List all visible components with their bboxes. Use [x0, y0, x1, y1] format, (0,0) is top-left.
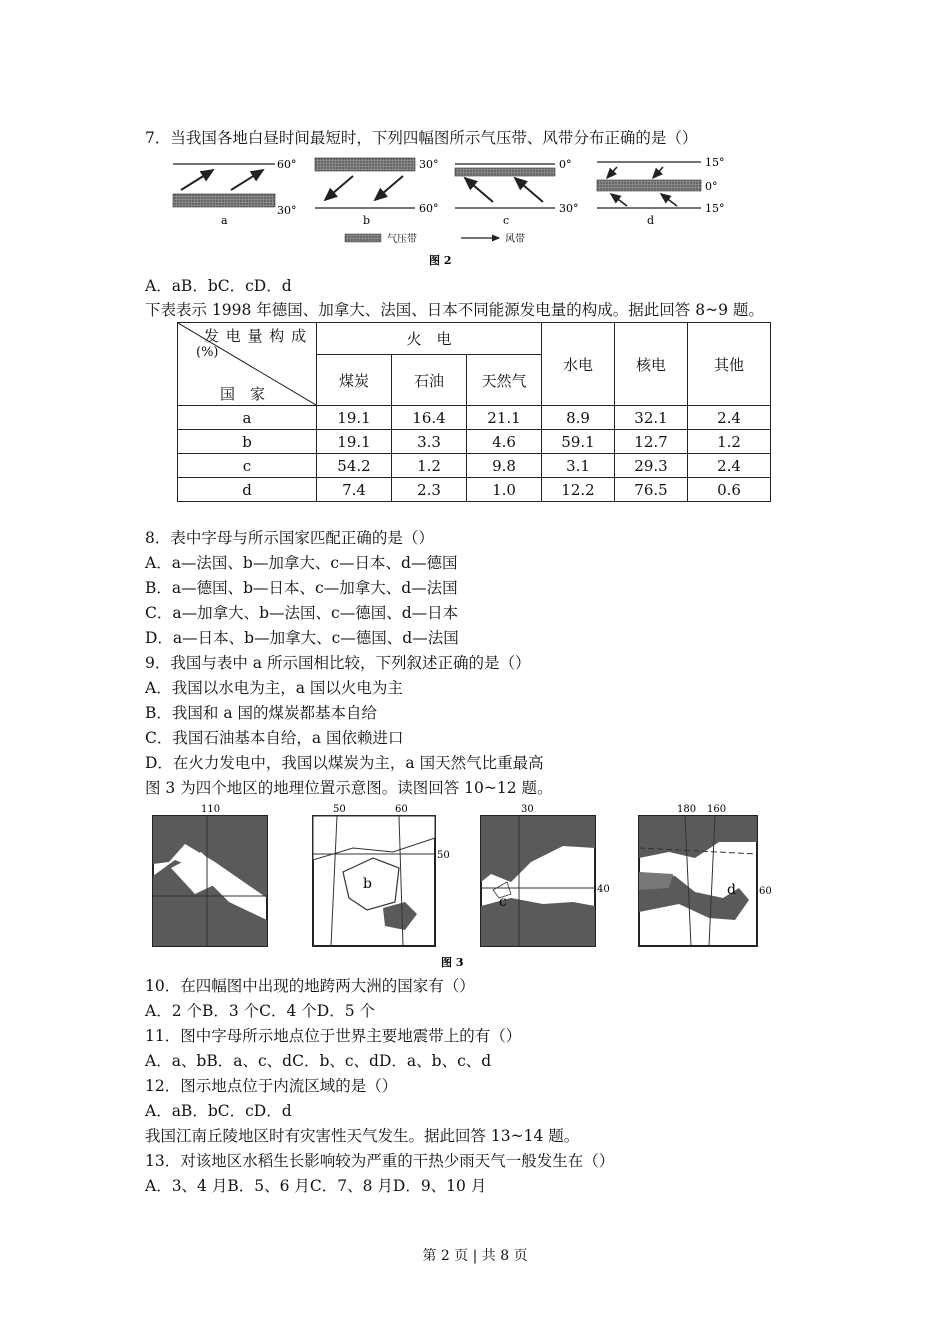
table-cell: 59.1	[542, 430, 615, 454]
table-cell: 3.3	[392, 430, 467, 454]
q13-options: A．3、4 月B．5、6 月C．7、8 月D．9、10 月	[145, 1177, 487, 1195]
fig3-m4-lat: 60	[759, 886, 772, 897]
q10-options: A．2 个B．3 个C．4 个D．5 个	[145, 1002, 376, 1020]
table-row	[178, 406, 771, 430]
q8-option-b: B．a—德国、b—日本、c—加拿大、d—法国	[145, 579, 458, 597]
fig2-c-top-lat: 0°	[559, 158, 572, 171]
fig2-caption: 图 2	[429, 254, 452, 267]
fig3-map-1	[153, 804, 267, 946]
q8-option-a: A．a—法国、b—加拿大、c—日本、d—德国	[145, 554, 458, 572]
table-cell: 9.8	[467, 454, 542, 478]
table-header-oil: 石油	[392, 355, 467, 406]
table-cell: 19.1	[317, 406, 392, 430]
figure-3	[145, 802, 775, 972]
table-row	[178, 478, 771, 502]
table-row-country: a	[178, 406, 317, 430]
fig3-m2-lat: 50	[437, 850, 450, 861]
q9-option-c: C．我国石油基本自给，a 国依赖进口	[145, 729, 404, 747]
q8-stem: 8．表中字母与所示国家匹配正确的是（）	[145, 529, 434, 547]
fig2-b-bottom-lat: 60°	[419, 202, 439, 215]
table-header-thermal: 火 电	[317, 323, 542, 355]
table-cell: 3.1	[542, 454, 615, 478]
table-header-coal: 煤炭	[317, 355, 392, 406]
energy-table	[177, 322, 771, 502]
fig3-m4-lon1: 180	[677, 804, 697, 815]
fig3-m2-lon1: 50	[333, 804, 346, 815]
table-corner-unit: (%)	[196, 345, 219, 360]
table-cell: 76.5	[615, 478, 688, 502]
table-header-gas: 天然气	[467, 355, 542, 406]
fig2-panel-c	[455, 158, 579, 227]
fig2-a-top-lat: 60°	[277, 158, 297, 171]
table-cell: 32.1	[615, 406, 688, 430]
table-cell: 2.4	[688, 406, 771, 430]
fig3-m3-lon: 30	[521, 804, 534, 815]
q12-stem: 12．图示地点位于内流区域的是（）	[145, 1077, 398, 1095]
table-cell: 1.0	[467, 478, 542, 502]
fig2-d-bottom-lat: 15°	[705, 202, 725, 215]
fig3-m2-lon2: 60	[395, 804, 408, 815]
fig2-legend-pressure: 气压带	[387, 234, 417, 245]
q9-stem: 9．我国与表中 a 所示国相比较，下列叙述正确的是（）	[145, 654, 531, 672]
table-header-hydro: 水电	[542, 323, 615, 406]
fig3-m2-point: b	[363, 876, 372, 892]
table-intro: 下表表示 1998 年德国、加拿大、法国、日本不同能源发电量的构成。据此回答 8~9 题。	[145, 301, 764, 319]
fig3-intro: 图 3 为四个地区的地理位置示意图。读图回答 10~12 题。	[145, 779, 553, 797]
fig3-m1-lon: 110	[201, 804, 221, 815]
fig3-map-2	[313, 804, 450, 946]
fig2-b-top-lat: 30°	[419, 158, 439, 171]
table-cell: 12.2	[542, 478, 615, 502]
table-cell: 4.6	[467, 430, 542, 454]
table-row	[178, 454, 771, 478]
table-row-country: c	[178, 454, 317, 478]
table-row-country: d	[178, 478, 317, 502]
table-cell: 2.4	[688, 454, 771, 478]
table-cell: 1.2	[392, 454, 467, 478]
q7-options: A．aB．bC．cD．d	[145, 277, 292, 295]
fig2-a-bottom-lat: 30°	[277, 204, 297, 217]
fig2-panel-a	[173, 158, 297, 227]
table-corner-bottom: 国 家	[220, 385, 266, 403]
table-cell: 2.3	[392, 478, 467, 502]
table-header-nuclear: 核电	[615, 323, 688, 406]
fig2-a-label: a	[221, 214, 228, 227]
q7-stem: 7．当我国各地白昼时间最短时，下列四幅图所示气压带、风带分布正确的是（）	[145, 129, 698, 147]
table-cell: 21.1	[467, 406, 542, 430]
fig2-d-label: d	[647, 214, 655, 227]
q8-option-c: C．a—加拿大、b—法国、c—德国、d—日本	[145, 604, 459, 622]
table-cell: 19.1	[317, 430, 392, 454]
fig2-panel-b	[315, 158, 439, 227]
q9-option-d: D．在火力发电中，我国以煤炭为主，a 国天然气比重最高	[145, 754, 544, 772]
table-cell: 12.7	[615, 430, 688, 454]
q9-option-b: B．我国和 a 国的煤炭都基本自给	[145, 704, 377, 722]
fig3-m3-lat: 40	[597, 884, 610, 895]
fig3-map-3	[481, 804, 610, 946]
table-cell: 1.2	[688, 430, 771, 454]
fig2-legend-wind: 风带	[505, 234, 525, 245]
fig2-c-bottom-lat: 30°	[559, 202, 579, 215]
fig3-caption: 图 3	[441, 956, 464, 969]
fig2-panel-d	[597, 156, 725, 227]
fig2-d-mid-lat: 0°	[705, 180, 718, 193]
table-cell: 29.3	[615, 454, 688, 478]
table-cell: 7.4	[317, 478, 392, 502]
q12-options: A．aB．bC．cD．d	[145, 1102, 292, 1120]
table-header-other: 其他	[688, 323, 771, 406]
page-footer: 第 2 页 | 共 8 页	[422, 1248, 528, 1264]
table-cell: 0.6	[688, 478, 771, 502]
fig3-m4-point: d	[727, 882, 736, 898]
table-cell: 16.4	[392, 406, 467, 430]
q13-stem: 13．对该地区水稻生长影响较为严重的干热少雨天气一般发生在（）	[145, 1152, 615, 1170]
fig3-m3-point: c	[499, 894, 507, 910]
table-corner-top: 发 电 量 构 成	[204, 327, 308, 345]
figure-2	[165, 152, 755, 270]
table-row-country: b	[178, 430, 317, 454]
q8-option-d: D．a—日本、b—加拿大、c—德国、d—法国	[145, 629, 459, 647]
table-row	[178, 430, 771, 454]
fig3-m1-point: a	[191, 860, 200, 876]
q11-options: A．a、bB．a、c、dC．b、c、dD．a、b、c、d	[145, 1052, 492, 1070]
fig3-map-4	[639, 804, 772, 946]
fig2-b-label: b	[363, 214, 371, 227]
q13-intro: 我国江南丘陵地区时有灾害性天气发生。据此回答 13~14 题。	[145, 1127, 580, 1145]
table-cell: 8.9	[542, 406, 615, 430]
q11-stem: 11．图中字母所示地点位于世界主要地震带上的有（）	[145, 1027, 522, 1045]
fig3-m4-lon2: 160	[707, 804, 727, 815]
q9-option-a: A．我国以水电为主，a 国以火电为主	[145, 679, 403, 697]
table-corner-cell	[178, 323, 317, 406]
fig2-d-top-lat: 15°	[705, 156, 725, 169]
fig2-c-label: c	[503, 214, 510, 227]
table-cell: 54.2	[317, 454, 392, 478]
q10-stem: 10．在四幅图中出现的地跨两大洲的国家有（）	[145, 977, 475, 995]
